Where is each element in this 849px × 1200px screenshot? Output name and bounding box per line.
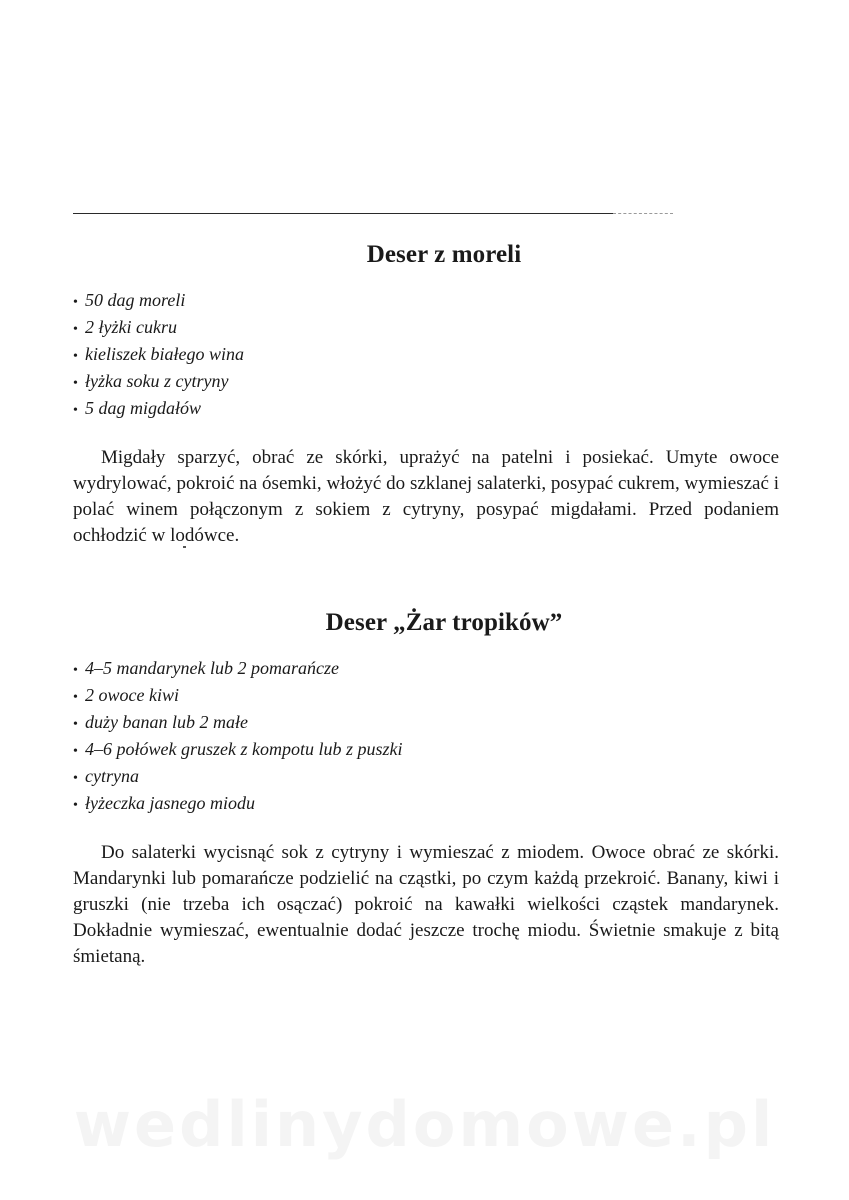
bullet-icon: • xyxy=(73,403,78,418)
bullet-icon: • xyxy=(73,744,78,759)
ingredient-item xyxy=(73,288,779,315)
recipe-instructions: Do salaterki wycisnąć sok z cytryny i wymieszać z miodem. Owoce obrać ze skórki. Mandarynki lub pomarańcze podzielić na cząstki, po czym każdą przekroić. Banany, kiwi i gruszki (nie trzeba ich osączać) pokroić na kawałki wielkości cząstek mandarynek. Dokładnie wymieszać, ewentualnie dodać jeszcze trochę miodu. Świetnie smakuje z bitą śmietaną. xyxy=(73,842,779,967)
ingredient-text: łyżka soku z cytryny xyxy=(85,371,229,391)
bullet-icon: • xyxy=(73,376,78,391)
ingredient-item xyxy=(73,315,779,342)
ingredient-text: 50 dag moreli xyxy=(85,290,186,310)
ingredient-item xyxy=(73,710,779,737)
bullet-icon: • xyxy=(73,295,78,310)
recipe-title: Deser z moreli xyxy=(366,241,522,268)
bullet-icon: • xyxy=(73,663,78,678)
ingredient-item xyxy=(73,369,779,396)
print-speck xyxy=(183,546,186,548)
recipe-title: Deser „Żar tropików” xyxy=(325,609,563,636)
watermark: wedlinydomowe.pl xyxy=(73,1088,776,1161)
ingredient-item xyxy=(73,656,779,683)
ingredient-list xyxy=(73,288,779,423)
top-divider-tail xyxy=(613,213,673,214)
ingredient-text: łyżeczka jasnego miodu xyxy=(85,793,255,813)
ingredient-item xyxy=(73,737,779,764)
ingredient-text: kieliszek białego wina xyxy=(85,344,244,364)
top-divider xyxy=(73,213,613,214)
bullet-icon: • xyxy=(73,322,78,337)
ingredient-item xyxy=(73,396,779,423)
ingredient-item xyxy=(73,791,779,818)
bullet-icon: • xyxy=(73,690,78,705)
bullet-icon: • xyxy=(73,798,78,813)
ingredient-item xyxy=(73,683,779,710)
ingredient-text: duży banan lub 2 małe xyxy=(85,712,248,732)
ingredient-text: 2 łyżki cukru xyxy=(85,317,177,337)
ingredient-text: 2 owoce kiwi xyxy=(85,685,179,705)
bullet-icon: • xyxy=(73,349,78,364)
ingredient-item xyxy=(73,764,779,791)
recipe-instructions: Migdały sparzyć, obrać ze skórki, uprażyć na patelni i posiekać. Umyte owoce wydrylować, pokroić na ósemki, włożyć do szklanej salaterki, posypać cukrem, wymieszać i polać winem połączonym z sokiem z cytryny, posypać migdałami. Przed podaniem ochłodzić w lodówce. xyxy=(73,447,779,546)
ingredient-text: 4–5 mandarynek lub 2 pomarańcze xyxy=(85,658,339,678)
bullet-icon: • xyxy=(73,717,78,732)
ingredient-text: 4–6 połówek gruszek z kompotu lub z puszki xyxy=(85,739,403,759)
ingredient-item xyxy=(73,342,779,369)
bullet-icon: • xyxy=(73,771,78,786)
ingredient-text: 5 dag migdałów xyxy=(85,398,202,418)
ingredient-list xyxy=(73,656,779,818)
recipe-tropical-dessert xyxy=(73,604,779,970)
ingredient-text: cytryna xyxy=(85,766,139,786)
recipe-apricot-dessert xyxy=(73,236,779,549)
